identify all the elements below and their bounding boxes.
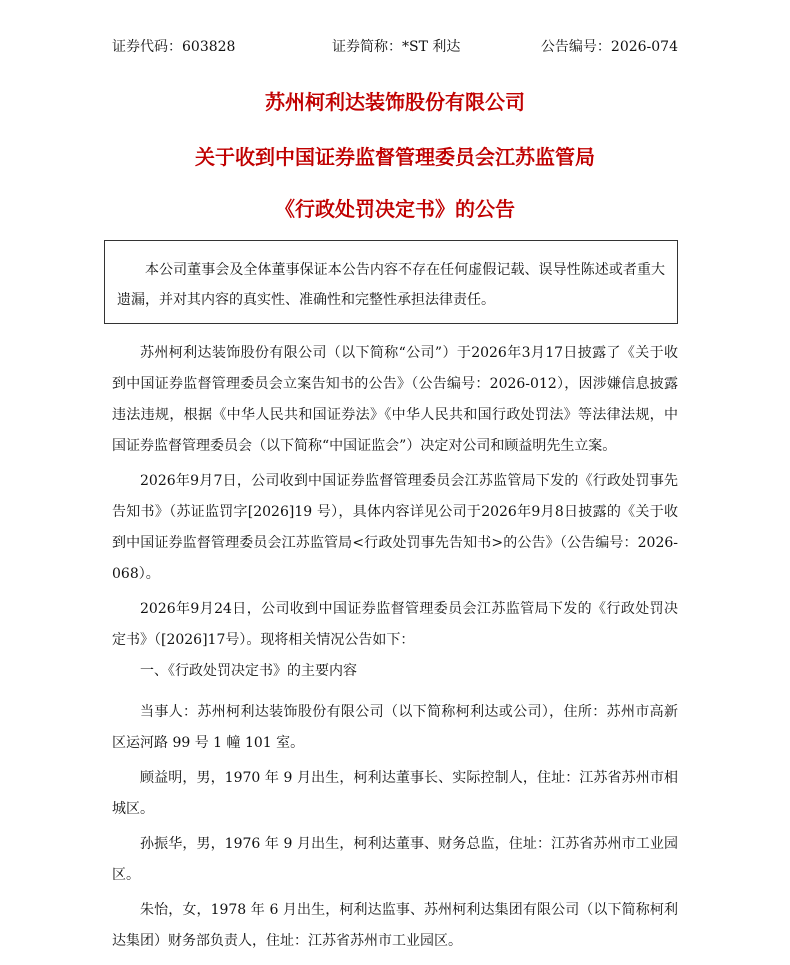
title-subject: 关于收到中国证券监督管理委员会江苏监管局 [195, 145, 595, 169]
announcement-number: 公告编号：2026-074 [540, 39, 678, 55]
paragraph-investigation: 苏州柯利达装饰股份有限公司（以下简称“公司”）于2026年3月17日披露了《关于收到中国证券监督管理委员会立案告知书的公告》（公告编号：2026-012），因涉嫌信息披露违法违规，根据《中华人民共和国证券法》《中华人民共和国行政处罚法》等法律法规，中国证券监督管理委员会（以下简称“中国证监会”）决定对公司和顾益明先生立案。 [112, 345, 678, 454]
stock-abbreviation: 证券简称：*ST 利达 [332, 39, 461, 55]
paragraph-party-company: 当事人：苏州柯利达装饰股份有限公司（以下简称柯利达或公司），住所：苏州市高新区运河路 99 号 1 幢 101 室。 [112, 704, 678, 751]
paragraph-decision-received: 2026年9月24日，公司收到中国证券监督管理委员会江苏监管局下发的《行政处罚决定书》（[2026]17号）。现将相关情况公告如下： [112, 601, 678, 648]
paragraph-party-sun: 孙振华，男，1976 年 9 月出生，柯利达董事、财务总监，住址：江苏省苏州市工业园区。 [112, 836, 678, 883]
document-header [112, 36, 678, 58]
paragraph-prior-notice: 2026年9月7日，公司收到中国证券监督管理委员会江苏监管局下发的《行政处罚事先告知书》（苏证监罚字[2026]19 号），具体内容详见公司于2026年9月8日披露的《关于收到中国证券监督管理委员会江苏监管局<行政处罚事先告知书>的公告》（公告编号：2026-068）。 [112, 473, 678, 582]
title-document: 《行政处罚决定书》的公告 [275, 197, 515, 221]
paragraph-party-gu: 顾益明，男，1970 年 9 月出生，柯利达董事长、实际控制人，住址：江苏省苏州市相城区。 [112, 770, 678, 817]
announcement-body [112, 338, 678, 961]
title-company: 苏州柯利达装饰股份有限公司 [265, 90, 525, 114]
paragraph-party-zhu: 朱怡，女，1978 年 6 月出生，柯利达监事、苏州柯利达集团有限公司（以下简称柯利达集团）财务部负责人，住址：江苏省苏州市工业园区。 [112, 902, 678, 949]
board-guarantee-notice: 本公司董事会及全体董事保证本公告内容不存在任何虚假记载、误导性陈述或者重大遗漏，并对其内容的真实性、准确性和完整性承担法律责任。 [104, 240, 678, 324]
section-heading-main-content: 一、《行政处罚决定书》的主要内容 [140, 663, 357, 679]
stock-code: 证券代码：603828 [112, 39, 236, 55]
